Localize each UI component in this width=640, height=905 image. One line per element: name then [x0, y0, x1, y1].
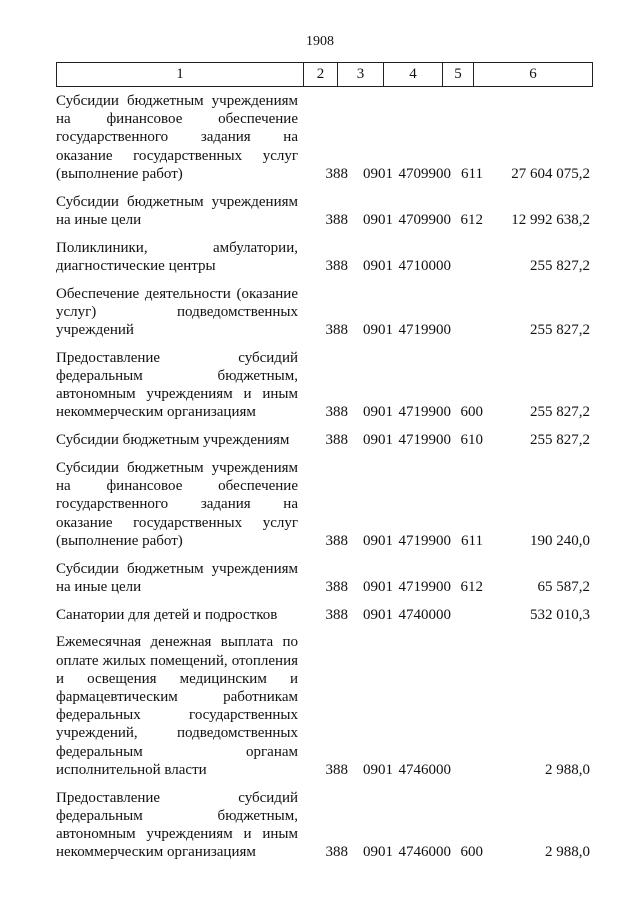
expense-type-code: 600 [460, 844, 483, 861]
ministry-code: 388 [325, 404, 348, 421]
row-description: Субсидии бюджетным учреждениям на иные цели [56, 560, 298, 595]
row-description: Обеспечение деятельности (оказание услуг) подведомственных учреждений [56, 285, 298, 339]
expense-type-code: 611 [461, 165, 483, 182]
column-header-row [57, 63, 593, 87]
column-header: 2 [304, 63, 338, 87]
section-code: 0901 [363, 532, 393, 549]
amount: 27 604 075,2 [511, 165, 590, 182]
row-description: Ежемесячная денежная выплата по оплате жилых помещений, отопления и освещения медицинским и фармацевтическим работникам федеральных государственных учреждений, подведомственных федеральным органам исполнительной власти [56, 634, 298, 778]
section-code: 0901 [363, 257, 393, 274]
expense-type-code: 610 [460, 432, 483, 449]
row-description: Субсидии бюджетным учреждениям на иные цели [56, 193, 298, 228]
table-row [56, 633, 590, 779]
budget-table-body [56, 92, 590, 871]
table-row [56, 789, 590, 862]
ministry-code: 388 [325, 165, 348, 182]
section-code: 0901 [363, 606, 393, 623]
amount: 255 827,2 [530, 432, 590, 449]
ministry-code: 388 [325, 578, 348, 595]
ministry-code: 388 [325, 844, 348, 861]
row-description: Предоставление субсидий федеральным бюджетным, автономным учреждениям и иным некоммерческим организациям [56, 349, 298, 421]
ministry-code: 388 [325, 211, 348, 228]
row-description: Предоставление субсидий федеральным бюджетным, автономным учреждениям и иным некоммерческим организациям [56, 789, 298, 861]
expense-type-code: 612 [460, 211, 483, 228]
amount: 2 988,0 [545, 761, 590, 778]
section-code: 0901 [363, 844, 393, 861]
expense-type-code: 612 [460, 578, 483, 595]
target-item-code: 4740000 [398, 606, 451, 623]
table-row [56, 349, 590, 422]
ministry-code: 388 [325, 322, 348, 339]
table-row [56, 431, 590, 449]
table-row [56, 285, 590, 340]
target-item-code: 4746000 [398, 844, 451, 861]
target-item-code: 4719900 [398, 432, 451, 449]
column-header: 6 [474, 63, 593, 87]
target-item-code: 4710000 [398, 257, 451, 274]
page-number: 1908 [306, 34, 334, 49]
target-item-code: 4709900 [398, 165, 451, 182]
target-item-code: 4719900 [398, 532, 451, 549]
column-header: 4 [384, 63, 443, 87]
column-header: 5 [443, 63, 474, 87]
expense-type-code: 600 [460, 404, 483, 421]
amount: 12 992 638,2 [511, 211, 590, 228]
amount: 65 587,2 [537, 578, 590, 595]
amount: 255 827,2 [530, 404, 590, 421]
target-item-code: 4719900 [398, 404, 451, 421]
section-code: 0901 [363, 322, 393, 339]
target-item-code: 4719900 [398, 578, 451, 595]
row-description: Субсидии бюджетным учреждениям на финансовое обеспечение государственного задания на оказание государственных услуг (выполнение работ) [56, 93, 298, 182]
expense-type-code: 611 [461, 532, 483, 549]
amount: 190 240,0 [530, 532, 590, 549]
ministry-code: 388 [325, 606, 348, 623]
table-row [56, 606, 590, 624]
ministry-code: 388 [325, 432, 348, 449]
table-row [56, 92, 590, 183]
column-header: 3 [338, 63, 384, 87]
column-header-table [56, 62, 593, 87]
section-code: 0901 [363, 578, 393, 595]
table-row [56, 560, 590, 596]
table-row [56, 459, 590, 550]
amount: 532 010,3 [530, 606, 590, 623]
row-description: Субсидии бюджетным учреждениям на финансовое обеспечение государственного задания на оказание государственных услуг (выполнение работ) [56, 460, 298, 549]
section-code: 0901 [363, 404, 393, 421]
table-row [56, 239, 590, 275]
target-item-code: 4709900 [398, 211, 451, 228]
section-code: 0901 [363, 165, 393, 182]
ministry-code: 388 [325, 257, 348, 274]
ministry-code: 388 [325, 532, 348, 549]
row-description: Поликлиники, амбулатории, диагностические центры [56, 239, 298, 274]
amount: 2 988,0 [545, 844, 590, 861]
ministry-code: 388 [325, 761, 348, 778]
target-item-code: 4746000 [398, 761, 451, 778]
section-code: 0901 [363, 432, 393, 449]
row-description: Санатории для детей и подростков [56, 606, 278, 623]
amount: 255 827,2 [530, 322, 590, 339]
row-description: Субсидии бюджетным учреждениям [56, 432, 290, 449]
section-code: 0901 [363, 211, 393, 228]
section-code: 0901 [363, 761, 393, 778]
column-header: 1 [57, 63, 304, 87]
table-row [56, 193, 590, 229]
amount: 255 827,2 [530, 257, 590, 274]
target-item-code: 4719900 [398, 322, 451, 339]
